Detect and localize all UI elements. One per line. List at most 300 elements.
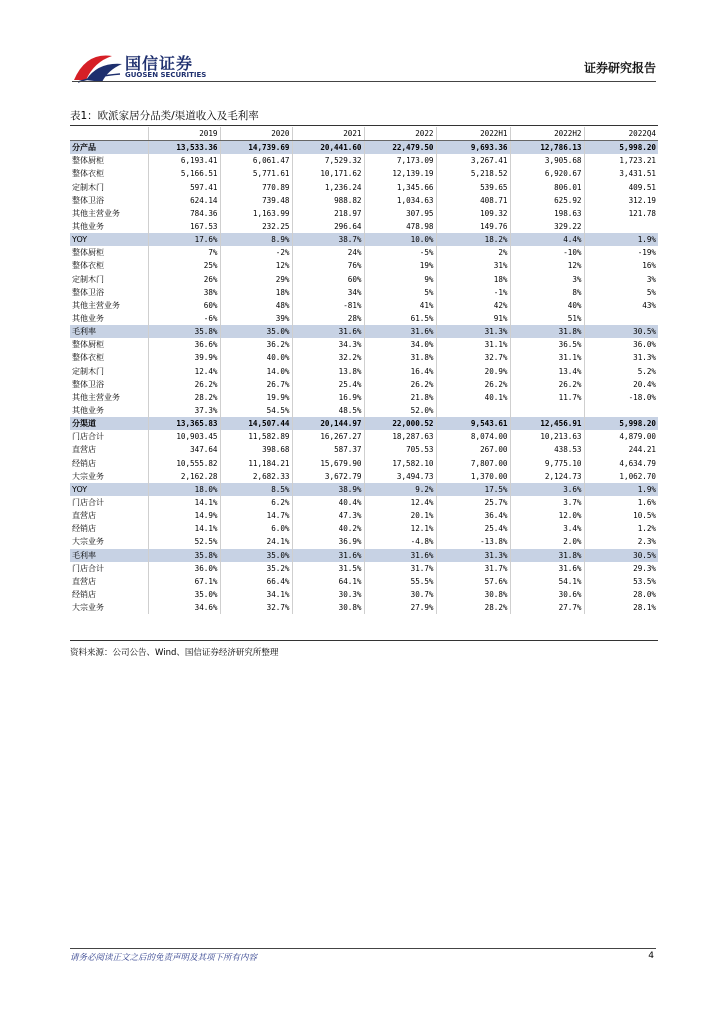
table-cell: 1,062.70: [619, 471, 656, 481]
row-label: 经销店: [70, 457, 148, 470]
table-cell: 20.4%: [633, 379, 656, 389]
table-cell: 20.1%: [364, 509, 436, 522]
table-cell: 8,074.00: [436, 430, 510, 443]
table-cell: 12%: [510, 259, 584, 272]
table-cell: 9.2%: [364, 483, 436, 496]
table-cell: 408.71: [436, 194, 510, 207]
row-label: 大宗业务: [70, 535, 148, 548]
table-cell: 7,529.32: [292, 154, 364, 167]
table-cell: 21.8%: [364, 391, 436, 404]
table-cell: 6.2%: [220, 496, 292, 509]
table-cell: 13.8%: [292, 365, 364, 378]
table-cell: 14,739.69: [220, 141, 292, 155]
row-label: 分渠道: [70, 417, 148, 430]
column-header: 2022: [364, 127, 436, 141]
table-cell: 478.98: [364, 220, 436, 233]
table-cell: [584, 312, 658, 325]
table-cell: 28.2%: [148, 391, 220, 404]
table-cell: 38%: [148, 286, 220, 299]
table-cell: 10,555.82: [148, 457, 220, 470]
table-cell: -5%: [364, 246, 436, 259]
column-header: [70, 127, 148, 141]
table-cell: 66.4%: [220, 575, 292, 588]
table-cell: 10,903.45: [148, 430, 220, 443]
table-cell: 76%: [292, 259, 364, 272]
table-cell: 30.8%: [292, 601, 364, 614]
table-cell: 32.7%: [220, 601, 292, 614]
guosen-logo: [72, 50, 207, 84]
row-label: 整体衣柜: [70, 351, 148, 364]
row-label: 门店合计: [70, 496, 148, 509]
table-cell: 55.5%: [364, 575, 436, 588]
row-label: 定制木门: [70, 181, 148, 194]
logo-mark-icon: [72, 50, 124, 84]
table-cell: 312.19: [628, 195, 656, 205]
table-cell: 28.0%: [633, 589, 656, 599]
row-label: YOY: [70, 483, 148, 496]
table-cell: 60%: [292, 273, 364, 286]
table-cell: 5.2%: [637, 366, 656, 376]
table-cell: 4,879.00: [619, 432, 656, 442]
row-label: 直营店: [70, 575, 148, 588]
table-cell: 4,634.79: [619, 458, 656, 468]
row-label: 经销店: [70, 588, 148, 601]
table-cell: 2.3%: [637, 537, 656, 547]
table-cell: 18%: [220, 286, 292, 299]
table-cell: 6,920.67: [510, 167, 584, 180]
table-cell: 7%: [148, 246, 220, 259]
row-label: 分产品: [70, 141, 148, 155]
table-row: [70, 457, 658, 470]
table-cell: 40.4%: [292, 496, 364, 509]
table-cell: 36.4%: [436, 509, 510, 522]
table-cell: 42%: [436, 299, 510, 312]
table-section-row: [70, 483, 658, 496]
table-cell: 54.1%: [510, 575, 584, 588]
table-cell: 31.1%: [510, 351, 584, 364]
row-label: 整体厨柜: [70, 154, 148, 167]
table-cell: 167.53: [148, 220, 220, 233]
disclaimer-text: 请务必阅读正文之后的免责声明及其项下所有内容: [70, 953, 258, 963]
table-cell: -1%: [436, 286, 510, 299]
table-row: [70, 338, 658, 351]
row-label: 其他主营业务: [70, 391, 148, 404]
table-cell: 20,144.97: [292, 417, 364, 430]
table-cell: 2.0%: [510, 535, 584, 548]
row-label: 其他业务: [70, 312, 148, 325]
row-label: 毛利率: [70, 549, 148, 562]
table-cell: 20.9%: [436, 365, 510, 378]
table-cell: 1,723.21: [619, 156, 656, 166]
table-cell: 15,679.90: [292, 457, 364, 470]
table-row: [70, 535, 658, 548]
table-section-row: [70, 549, 658, 562]
table-cell: 16.9%: [292, 391, 364, 404]
table-cell: 16,267.27: [292, 430, 364, 443]
table-cell: 11,582.89: [220, 430, 292, 443]
table-cell: 43%: [642, 300, 656, 310]
table-cell: 30.3%: [292, 588, 364, 601]
table-cell: 34.0%: [364, 338, 436, 351]
table-cell: 36.0%: [633, 340, 656, 350]
table-row: [70, 496, 658, 509]
table-row: [70, 154, 658, 167]
table-cell: 11,184.21: [220, 457, 292, 470]
column-header: 2022Q4: [584, 127, 658, 141]
table-cell: 296.64: [292, 220, 364, 233]
logo-english-name: GUOSEN SECURITIES: [125, 71, 207, 79]
table-cell: 5%: [646, 287, 656, 297]
table-cell: 218.97: [292, 207, 364, 220]
table-cell: 30.5%: [584, 325, 658, 338]
row-label: 整体厨柜: [70, 246, 148, 259]
table-cell: 5%: [364, 286, 436, 299]
table-cell: 770.89: [220, 181, 292, 194]
table-cell: 35.8%: [148, 549, 220, 562]
table-cell: 34.3%: [292, 338, 364, 351]
table-cell: 22,479.50: [364, 141, 436, 155]
table-cell: 52.0%: [364, 404, 436, 417]
column-header: 2022H1: [436, 127, 510, 141]
table-cell: 36.5%: [510, 338, 584, 351]
table-cell: 18.2%: [436, 233, 510, 246]
table-row: [70, 194, 658, 207]
page-number: 4: [648, 951, 654, 961]
row-label: 门店合计: [70, 562, 148, 575]
table-cell: 3,267.41: [436, 154, 510, 167]
table-cell: 67.1%: [148, 575, 220, 588]
row-label: 整体衣柜: [70, 259, 148, 272]
table-cell: 2,682.33: [220, 470, 292, 483]
table-cell: 587.37: [292, 443, 364, 456]
table-cell: 30.7%: [364, 588, 436, 601]
table-cell: 17,582.10: [364, 457, 436, 470]
table-cell: 10,171.62: [292, 167, 364, 180]
table-row: [70, 220, 658, 233]
table-cell: 38.7%: [292, 233, 364, 246]
table-cell: 22,000.52: [364, 417, 436, 430]
table-cell: 31.5%: [292, 562, 364, 575]
table-cell: 25.4%: [436, 522, 510, 535]
table-cell: 3%: [510, 273, 584, 286]
table-cell: 3,431.51: [619, 169, 656, 179]
table-cell: 398.68: [220, 443, 292, 456]
table-row: [70, 299, 658, 312]
table-cell: 18%: [436, 273, 510, 286]
table-cell: 7,173.09: [364, 154, 436, 167]
table-cell: 5,218.52: [436, 167, 510, 180]
table-cell: 31.6%: [510, 562, 584, 575]
table-cell: 16%: [642, 261, 656, 271]
table-row: [70, 167, 658, 180]
table-cell: 54.5%: [220, 404, 292, 417]
table-cell: 36.9%: [292, 535, 364, 548]
table-cell: [510, 404, 584, 417]
row-label: 大宗业务: [70, 601, 148, 614]
table-cell: 17.6%: [148, 233, 220, 246]
table-cell: 52.5%: [148, 535, 220, 548]
table-cell: 2,124.73: [510, 470, 584, 483]
table-cell: 35.0%: [220, 549, 292, 562]
table-cell: 30.5%: [584, 549, 658, 562]
row-label: 其他业务: [70, 404, 148, 417]
table-cell: 40.2%: [292, 522, 364, 535]
table-cell: 14,507.44: [220, 417, 292, 430]
table-cell: 30.8%: [436, 588, 510, 601]
row-label: 直营店: [70, 443, 148, 456]
table-cell: 597.41: [148, 181, 220, 194]
table-cell: 28.1%: [633, 603, 656, 613]
table-cell: 1,163.99: [220, 207, 292, 220]
table-cell: 24.1%: [220, 535, 292, 548]
table-cell: 13,533.36: [148, 141, 220, 155]
table-cell: 109.32: [436, 207, 510, 220]
table-bottom-rule: [70, 640, 658, 641]
row-label: 整体厨柜: [70, 338, 148, 351]
table-cell: 5,771.61: [220, 167, 292, 180]
column-header: 2020: [220, 127, 292, 141]
table-cell: 35.0%: [220, 325, 292, 338]
table-cell: 12,786.13: [510, 141, 584, 155]
table-cell: [584, 404, 658, 417]
table-cell: 31.3%: [633, 353, 656, 363]
table-cell: 3.4%: [510, 522, 584, 535]
table-cell: 12,456.91: [510, 417, 584, 430]
row-label: 毛利率: [70, 325, 148, 338]
table-cell: [584, 220, 658, 233]
row-label: 整体卫浴: [70, 286, 148, 299]
table-cell: 31.7%: [364, 562, 436, 575]
table-cell: 10.0%: [364, 233, 436, 246]
table-cell: 37.3%: [148, 404, 220, 417]
table-section-row: [70, 233, 658, 246]
table-cell: 31%: [436, 259, 510, 272]
table-section-row: [70, 141, 658, 155]
table-cell: 26.7%: [220, 378, 292, 391]
table-row: [70, 509, 658, 522]
table-cell: 39.9%: [148, 351, 220, 364]
table-cell: 14.0%: [220, 365, 292, 378]
table-cell: 267.00: [436, 443, 510, 456]
table-cell: -10%: [510, 246, 584, 259]
table-cell: 26%: [148, 273, 220, 286]
table-cell: 5,998.20: [584, 141, 658, 155]
table-cell: 12.1%: [364, 522, 436, 535]
table-cell: 25%: [148, 259, 220, 272]
table-cell: 9,543.61: [436, 417, 510, 430]
row-label: 定制木门: [70, 273, 148, 286]
table-cell: 36.2%: [220, 338, 292, 351]
table-row: [70, 286, 658, 299]
table-cell: 34.1%: [220, 588, 292, 601]
table-cell: 61.5%: [364, 312, 436, 325]
revenue-margin-table: [70, 127, 658, 614]
row-label: YOY: [70, 233, 148, 246]
table-cell: 539.65: [436, 181, 510, 194]
table-cell: 53.5%: [633, 576, 656, 586]
table-cell: 7,807.00: [436, 457, 510, 470]
table-cell: 31.6%: [292, 549, 364, 562]
table-cell: 27.9%: [364, 601, 436, 614]
table-cell: 14.1%: [148, 522, 220, 535]
table-row: [70, 601, 658, 614]
table-cell: 739.48: [220, 194, 292, 207]
row-label: 经销店: [70, 522, 148, 535]
row-label: 定制木门: [70, 365, 148, 378]
table-cell: 624.14: [148, 194, 220, 207]
table-row: [70, 246, 658, 259]
table-cell: 27.7%: [510, 601, 584, 614]
table-cell: 17.5%: [436, 483, 510, 496]
table-section-row: [70, 325, 658, 338]
table-cell: 8.9%: [220, 233, 292, 246]
table-cell: 14.1%: [148, 496, 220, 509]
table-cell: 35.0%: [148, 588, 220, 601]
table-cell: 307.95: [364, 207, 436, 220]
table-cell: 625.92: [510, 194, 584, 207]
header-divider: [72, 81, 656, 82]
row-label: 其他主营业务: [70, 299, 148, 312]
table-cell: 38.9%: [292, 483, 364, 496]
table-cell: 705.53: [364, 443, 436, 456]
table-cell: -19%: [637, 248, 656, 258]
row-label: 大宗业务: [70, 470, 148, 483]
table-cell: 1,370.00: [436, 470, 510, 483]
table-header-row: [70, 127, 658, 141]
table-cell: 5,998.20: [584, 417, 658, 430]
table-cell: 60%: [148, 299, 220, 312]
table-cell: 149.76: [436, 220, 510, 233]
table-row: [70, 273, 658, 286]
table-cell: 3%: [646, 274, 656, 284]
table-title: 表1：欧派家居分品类/渠道收入及毛利率: [70, 110, 259, 122]
column-header: 2021: [292, 127, 364, 141]
table-cell: 40.1%: [436, 391, 510, 404]
table-cell: 1,345.66: [364, 181, 436, 194]
table-top-rule: [70, 125, 658, 126]
table-cell: 31.8%: [364, 351, 436, 364]
table-row: [70, 404, 658, 417]
table-cell: 39%: [220, 312, 292, 325]
row-label: 整体卫浴: [70, 194, 148, 207]
table-cell: 988.82: [292, 194, 364, 207]
table-row: [70, 259, 658, 272]
report-type-label: 证券研究报告: [583, 61, 656, 75]
table-cell: 29.3%: [633, 563, 656, 573]
table-cell: 32.7%: [436, 351, 510, 364]
table-cell: 198.63: [510, 207, 584, 220]
table-cell: 784.36: [148, 207, 220, 220]
table-cell: 806.01: [510, 181, 584, 194]
table-cell: -4.8%: [364, 535, 436, 548]
table-cell: -18.0%: [628, 392, 656, 402]
table-row: [70, 443, 658, 456]
table-cell: 11.7%: [510, 391, 584, 404]
table-cell: 10,213.63: [510, 430, 584, 443]
table-cell: 26.2%: [510, 378, 584, 391]
table-cell: 34.6%: [148, 601, 220, 614]
table-cell: 12,139.19: [364, 167, 436, 180]
row-label: 其他业务: [70, 220, 148, 233]
table-cell: -2%: [220, 246, 292, 259]
table-cell: 6,193.41: [148, 154, 220, 167]
table-cell: 16.4%: [364, 365, 436, 378]
table-cell: 1,236.24: [292, 181, 364, 194]
table-cell: 25.4%: [292, 378, 364, 391]
table-cell: 30.6%: [510, 588, 584, 601]
table-cell: 40.0%: [220, 351, 292, 364]
table-cell: -13.8%: [436, 535, 510, 548]
source-note: 资料来源：公司公告、Wind、国信证券经济研究所整理: [70, 648, 279, 658]
table-row: [70, 312, 658, 325]
table-row: [70, 430, 658, 443]
table-cell: 19%: [364, 259, 436, 272]
table-section-row: [70, 417, 658, 430]
table-cell: 13,365.83: [148, 417, 220, 430]
table-row: [70, 378, 658, 391]
table-cell: 31.8%: [510, 325, 584, 338]
logo-chinese-name: 国信证券: [125, 54, 194, 73]
footer-divider: [70, 948, 656, 949]
table-cell: 2,162.28: [148, 470, 220, 483]
table-cell: 12.4%: [364, 496, 436, 509]
table-cell: 1.2%: [637, 524, 656, 534]
table-cell: 35.8%: [148, 325, 220, 338]
table-cell: [436, 404, 510, 417]
table-row: [70, 575, 658, 588]
table-cell: 409.51: [628, 182, 656, 192]
table-cell: 4.4%: [510, 233, 584, 246]
table-row: [70, 470, 658, 483]
row-label: 直营店: [70, 509, 148, 522]
table-cell: 31.3%: [436, 549, 510, 562]
table-cell: 28.2%: [436, 601, 510, 614]
table-cell: 244.21: [628, 445, 656, 455]
table-cell: 18,287.63: [364, 430, 436, 443]
table-row: [70, 562, 658, 575]
table-cell: 29%: [220, 273, 292, 286]
table-cell: 51%: [510, 312, 584, 325]
table-cell: 26.2%: [436, 378, 510, 391]
table-cell: 3.6%: [510, 483, 584, 496]
table-row: [70, 522, 658, 535]
table-cell: 10.5%: [633, 511, 656, 521]
table-cell: 31.6%: [292, 325, 364, 338]
table-cell: 47.3%: [292, 509, 364, 522]
table-cell: 24%: [292, 246, 364, 259]
table-cell: 12.0%: [510, 509, 584, 522]
table-cell: 8%: [510, 286, 584, 299]
table-cell: 32.2%: [292, 351, 364, 364]
row-label: 其他主营业务: [70, 207, 148, 220]
table-cell: 1.6%: [637, 498, 656, 507]
table-cell: 41%: [364, 299, 436, 312]
table-cell: 31.7%: [436, 562, 510, 575]
table-row: [70, 391, 658, 404]
table-cell: 31.6%: [364, 549, 436, 562]
table-cell: 232.25: [220, 220, 292, 233]
table-cell: 48%: [220, 299, 292, 312]
table-cell: 121.78: [628, 208, 656, 218]
table-cell: 1.9%: [584, 233, 658, 246]
table-cell: 8.5%: [220, 483, 292, 496]
table-cell: 91%: [436, 312, 510, 325]
table-cell: 1.9%: [584, 483, 658, 496]
table-cell: 347.64: [148, 443, 220, 456]
table-cell: 5,166.51: [148, 167, 220, 180]
table-row: [70, 181, 658, 194]
table-cell: 31.6%: [364, 325, 436, 338]
